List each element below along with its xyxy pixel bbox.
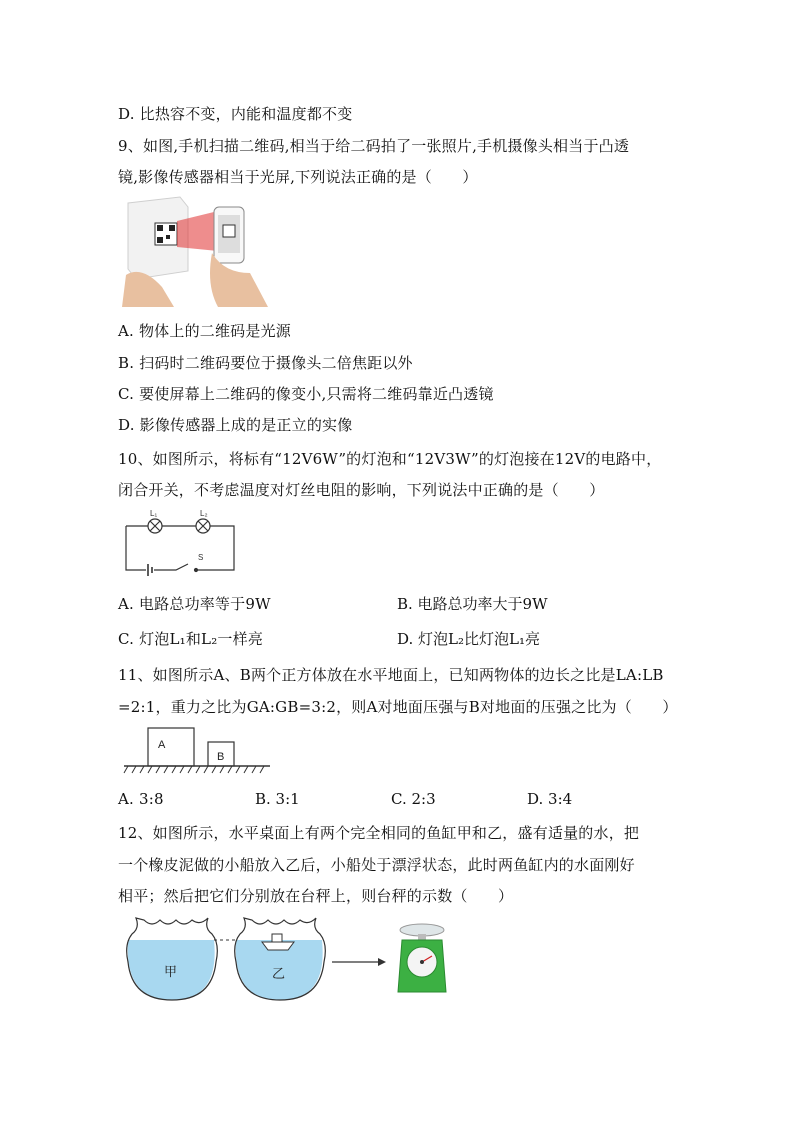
cube-a-label: A xyxy=(158,739,166,751)
q10-stem-line1: 10、如图所示，将标有“12V6W”的灯泡和“12V3W”的灯泡接在12V的电路中， xyxy=(118,450,662,468)
q10-option-b: B. 电路总功率大于9W xyxy=(397,595,548,613)
q12-stem-line2: 一个橡皮泥做的小船放入乙后，小船处于漂浮状态，此时两鱼缸内的水面刚好 xyxy=(118,856,635,874)
q10-option-c: C. 灯泡L₁和L₂一样亮 xyxy=(118,630,264,648)
q12-stem-line1: 12、如图所示，水平桌面上有两个完全相同的鱼缸甲和乙，盛有适量的水，把 xyxy=(118,824,640,842)
q11-option-c: C. 2:3 xyxy=(391,790,436,808)
circuit-diagram xyxy=(120,508,240,578)
qr-scan-photo xyxy=(122,195,272,307)
q10-stem-line2: 闭合开关，不考虑温度对灯丝电阻的影响，下列说法中正确的是（ ） xyxy=(118,481,605,499)
q8-option-d: D. 比热容不变，内能和温度都不变 xyxy=(118,105,353,123)
q10-option-a: A. 电路总功率等于9W xyxy=(118,595,271,613)
q9-option-b: B. 扫码时二维码要位于摄像头二倍焦距以外 xyxy=(118,354,413,372)
q9-stem-line2: 镜,影像传感器相当于光屏,下列说法正确的是（ ） xyxy=(118,168,478,186)
q10-option-d: D. 灯泡L₂比灯泡L₁亮 xyxy=(397,630,540,648)
cube-b-label: B xyxy=(217,751,225,763)
q12-stem-line3: 相平；然后把它们分别放在台秤上，则台秤的示数（ ） xyxy=(118,887,514,905)
fish-tank-diagram xyxy=(122,912,452,1004)
q11-option-b: B. 3:1 xyxy=(255,790,300,808)
q9-stem-line1: 9、如图,手机扫描二维码,相当于给二码拍了一张照片,手机摄像头相当于凸透 xyxy=(118,137,630,155)
q11-stem-line2: =2:1，重力之比为GA:GB=3:2，则A对地面压强与B对地面的压强之比为（ ） xyxy=(118,698,678,716)
q9-option-d: D. 影像传感器上成的是正立的实像 xyxy=(118,416,353,434)
tank-jia-label: 甲 xyxy=(164,965,178,980)
switch-label: S xyxy=(198,553,204,562)
cubes-diagram xyxy=(122,726,272,776)
q9-option-c: C. 要使屏幕上二维码的像变小,只需将二维码靠近凸透镜 xyxy=(118,385,494,403)
lamp-l1-label: L₁ xyxy=(150,509,158,518)
q11-option-a: A. 3:8 xyxy=(118,790,164,808)
q11-stem-line1: 11、如图所示A、B两个正方体放在水平地面上，已知两物体的边长之比是LA:LB xyxy=(118,666,664,684)
q11-option-d: D. 3:4 xyxy=(527,790,573,808)
lamp-l2-label: L₂ xyxy=(200,509,208,518)
q9-option-a: A. 物体上的二维码是光源 xyxy=(118,322,291,340)
tank-yi-label: 乙 xyxy=(272,967,286,982)
